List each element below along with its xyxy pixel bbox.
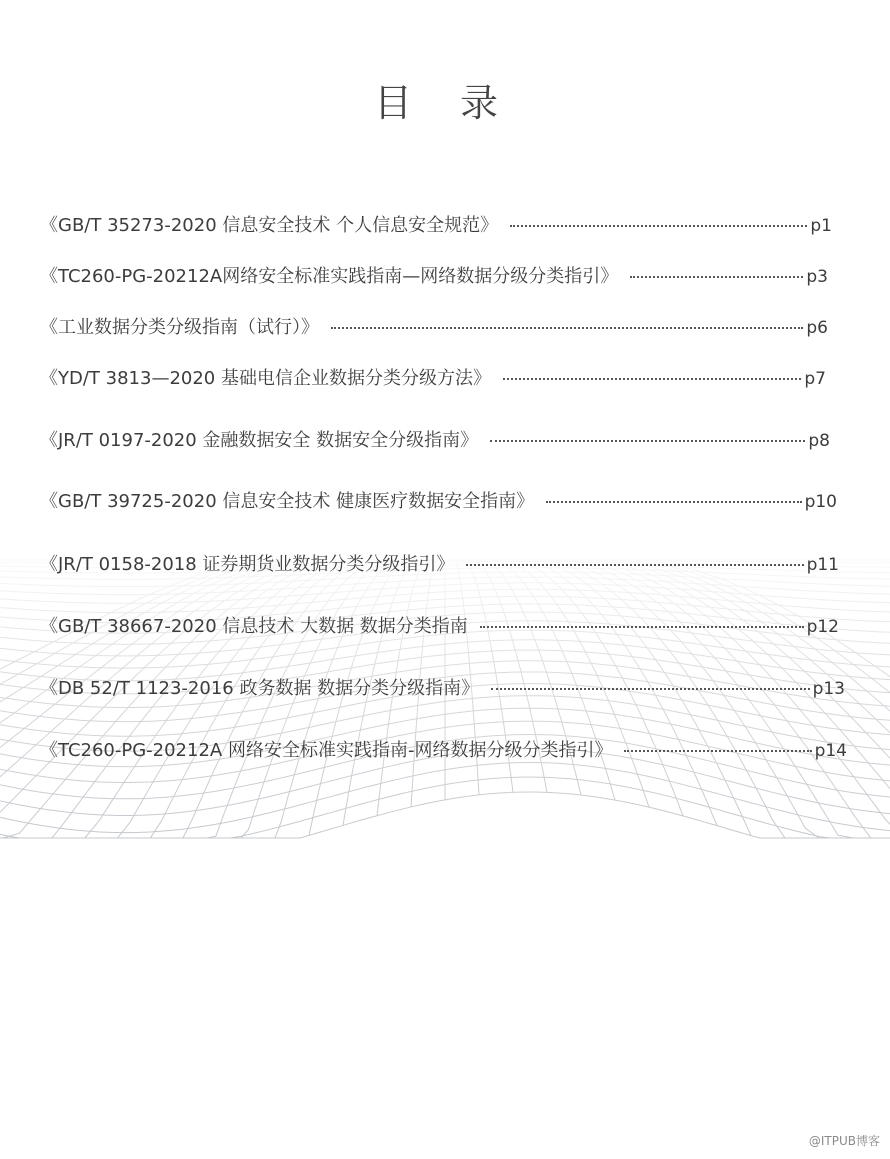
toc-entry-page: p6 bbox=[806, 318, 828, 338]
toc-dot-leader bbox=[480, 626, 804, 628]
toc-entry-1[interactable] bbox=[40, 214, 832, 238]
toc-entry-title: 《DB 52/T 1123-2016 政务数据 数据分类分级指南》 bbox=[40, 678, 480, 699]
toc-entry-4[interactable] bbox=[40, 367, 826, 391]
toc-dot-leader bbox=[546, 501, 801, 503]
watermark: @ITPUB博客 bbox=[808, 1134, 880, 1148]
toc-entry-8[interactable] bbox=[40, 615, 839, 639]
toc-entry-title: 《JR/T 0197-2020 金融数据安全 数据安全分级指南》 bbox=[40, 430, 479, 451]
toc-entry-2[interactable] bbox=[40, 265, 828, 289]
toc-dot-leader bbox=[490, 440, 805, 442]
toc-dot-leader bbox=[466, 564, 803, 566]
toc-entry-page: p7 bbox=[804, 369, 826, 389]
toc-entry-page: p13 bbox=[812, 679, 845, 699]
toc-entry-title: 《工业数据分类分级指南（试行）》 bbox=[40, 317, 319, 338]
toc-dot-leader bbox=[331, 327, 803, 329]
toc-entry-page: p8 bbox=[808, 431, 830, 451]
toc-dot-leader bbox=[510, 225, 807, 227]
toc-entry-page: p11 bbox=[806, 555, 839, 575]
toc-entry-7[interactable] bbox=[40, 553, 839, 577]
toc-entry-page: p3 bbox=[806, 267, 828, 287]
toc-dot-leader bbox=[630, 276, 803, 278]
toc-entry-10[interactable] bbox=[40, 739, 847, 763]
toc-dot-leader bbox=[624, 750, 811, 752]
toc-entry-title: 《TC260-PG-20212A网络安全标准实践指南—网络数据分级分类指引》 bbox=[40, 266, 619, 287]
page-title: 目 录 bbox=[373, 81, 517, 125]
toc-entry-6[interactable] bbox=[40, 490, 837, 514]
toc-entry-title: 《GB/T 35273-2020 信息安全技术 个人信息安全规范》 bbox=[40, 215, 499, 236]
toc-entry-5[interactable] bbox=[40, 429, 830, 453]
toc-entry-page: p14 bbox=[814, 741, 847, 761]
toc-entry-title: 《GB/T 39725-2020 信息安全技术 健康医疗数据安全指南》 bbox=[40, 491, 535, 512]
toc-entry-3[interactable] bbox=[40, 316, 828, 340]
toc-entry-9[interactable] bbox=[40, 677, 845, 701]
toc-entry-title: 《TC260-PG-20212A 网络安全标准实践指南-网络数据分级分类指引》 bbox=[40, 740, 613, 761]
toc-entry-title: 《YD/T 3813—2020 基础电信企业数据分类分级方法》 bbox=[40, 368, 491, 389]
toc-dot-leader bbox=[503, 378, 801, 380]
toc-entry-title: 《JR/T 0158-2018 证券期货业数据分类分级指引》 bbox=[40, 554, 455, 575]
toc-entry-title: 《GB/T 38667-2020 信息技术 大数据 数据分类指南 bbox=[40, 616, 468, 637]
toc-entry-page: p12 bbox=[806, 617, 839, 637]
toc-dot-leader bbox=[491, 688, 809, 690]
toc-entry-page: p1 bbox=[810, 216, 832, 236]
toc-entry-page: p10 bbox=[804, 492, 837, 512]
